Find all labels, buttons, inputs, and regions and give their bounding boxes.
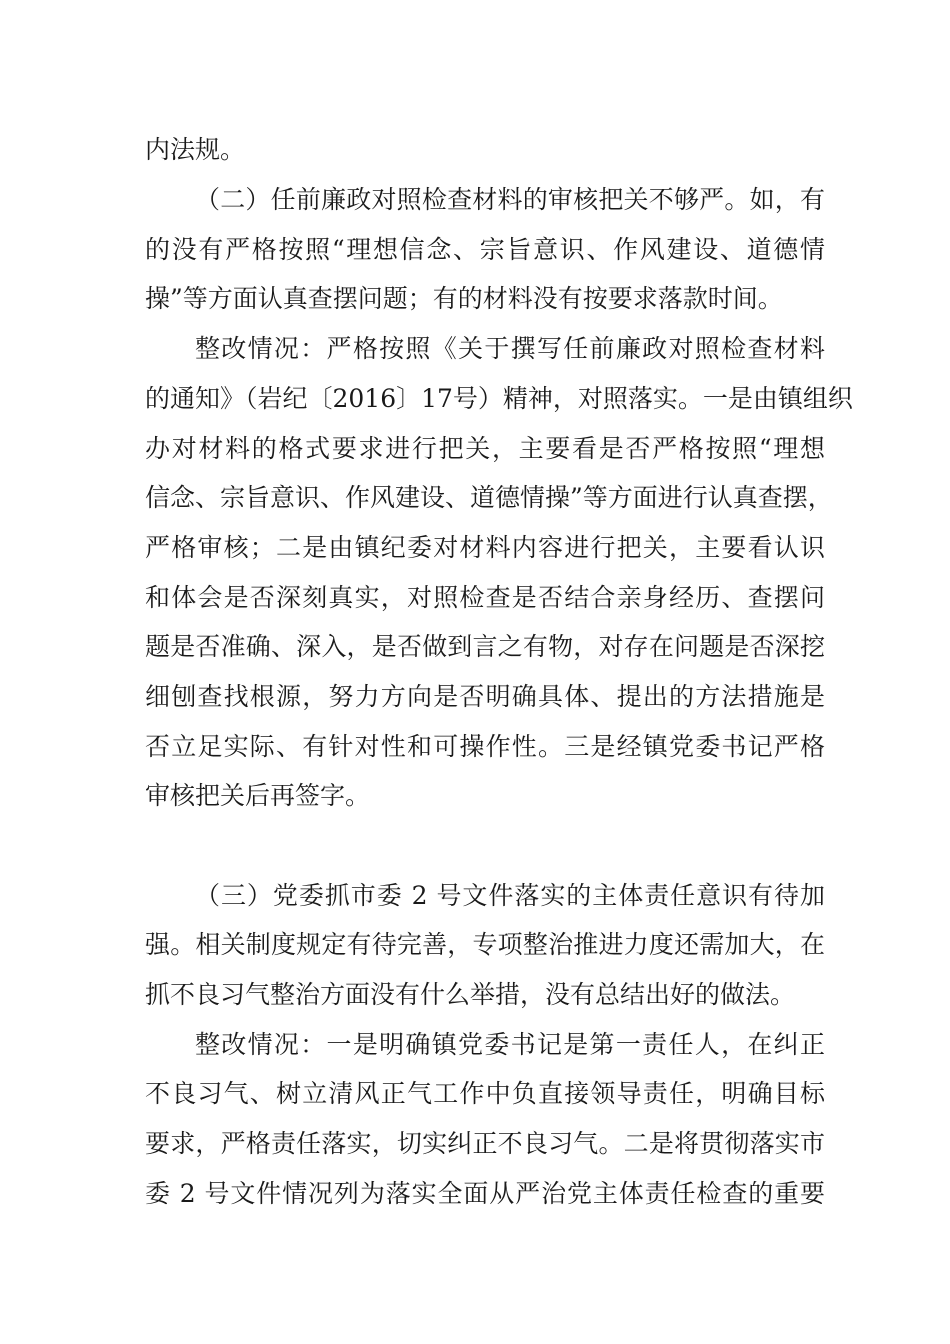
text-line: 操”等方面认真查摆问题；有的材料没有按要求落款时间。 xyxy=(145,284,783,313)
text-line: 抓不良习气整治方面没有什么举措，没有总结出好的做法。 xyxy=(145,980,796,1009)
rectification-paragraph-start: 整改情况：严格按照《关于撰写任前廉政对照检查材料 xyxy=(195,334,825,363)
text-line: 不良习气、树立清风正气工作中负直接领导责任，明确目标 xyxy=(145,1079,825,1108)
section-heading-2: （二）任前廉政对照检查材料的审核把关不够严。如，有 xyxy=(195,185,825,214)
text-line: 题是否准确、深入，是否做到言之有物，对存在问题是否深挖 xyxy=(145,632,825,661)
section-heading-3: （三）党委抓市委 2 号文件落实的主体责任意识有待加 xyxy=(195,881,825,910)
rectification-paragraph-start: 整改情况：一是明确镇党委书记是第一责任人，在纠正 xyxy=(195,1030,825,1059)
text-line: 委 2 号文件情况列为落实全面从严治党主体责任检查的重要 xyxy=(145,1179,825,1208)
text-line: 内法规。 xyxy=(145,135,246,164)
text-line: 细刨查找根源，努力方向是否明确具体、提出的方法措施是 xyxy=(145,682,825,711)
text-line: 的没有严格按照“理想信念、宗旨意识、作风建设、道德情 xyxy=(145,235,825,264)
text-line: 要求，严格责任落实，切实纠正不良习气。二是将贯彻落实市 xyxy=(145,1129,825,1158)
text-line: 审核把关后再签字。 xyxy=(145,781,371,810)
text-line: 严格审核；二是由镇纪委对材料内容进行把关，主要看认识 xyxy=(145,533,825,562)
text-line: 信念、宗旨意识、作风建设、道德情操”等方面进行认真查摆， xyxy=(145,483,833,512)
text-line: 的通知》（岩纪〔2016〕17号）精神，对照落实。一是由镇组织 xyxy=(145,384,853,413)
text-line: 强。相关制度规定有待完善，专项整治推进力度还需加大，在 xyxy=(145,930,825,959)
text-line: 办对材料的格式要求进行把关，主要看是否严格按照“理想 xyxy=(145,434,825,463)
text-line: 和体会是否深刻真实，对照检查是否结合亲身经历、查摆问 xyxy=(145,583,825,612)
text-line: 否立足实际、有针对性和可操作性。三是经镇党委书记严格 xyxy=(145,732,825,761)
